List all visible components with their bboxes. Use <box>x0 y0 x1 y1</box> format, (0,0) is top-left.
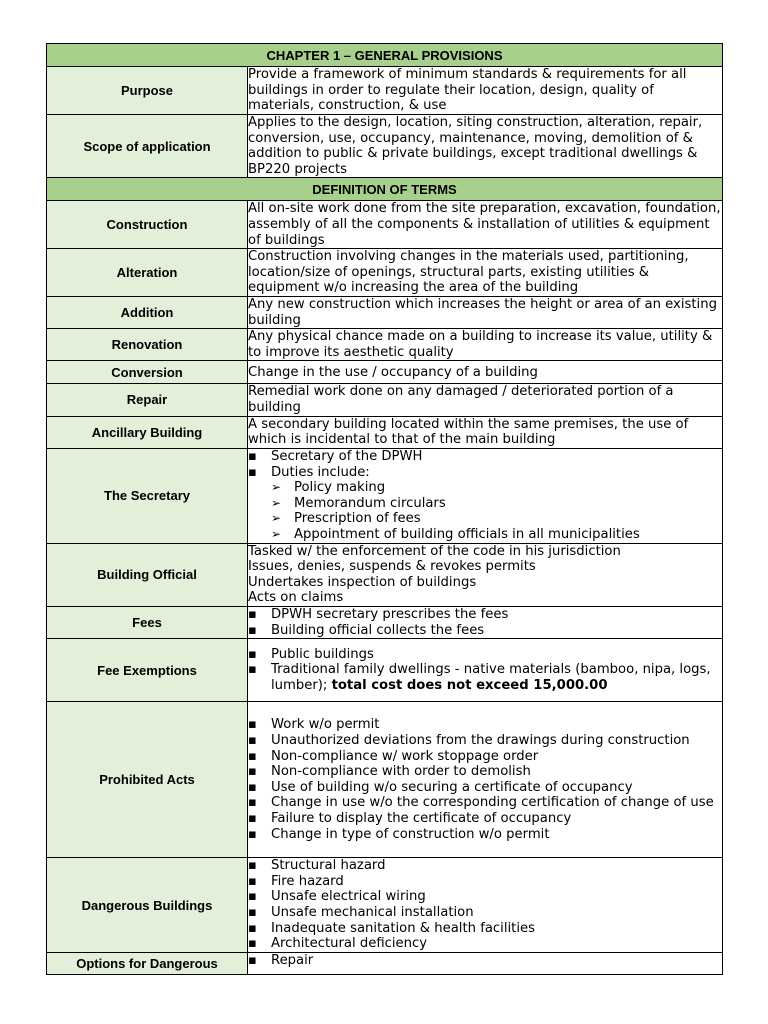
text-line: Tasked w/ the enforcement of the code in his jurisdiction <box>248 543 621 559</box>
list-item: ▪ Non-compliance w/ work stoppage order <box>248 749 722 765</box>
definitions-title: DEFINITION OF TERMS <box>47 178 723 201</box>
term-scope: Scope of application <box>47 115 248 178</box>
list-item: ▪ Unauthorized deviations from the drawings during construction <box>248 733 722 749</box>
text-line: Issues, denies, suspends & revokes permits <box>248 559 536 575</box>
definition-ancillary-building: A secondary building located within the same premises, the use of which is incidental to that of the main building <box>248 416 723 448</box>
list-item: ▪ Non-compliance with order to demolish <box>248 764 722 780</box>
list-item: ▪ Structural hazard <box>248 858 722 874</box>
list-item: ▪ DPWH secretary prescribes the fees <box>248 607 722 623</box>
definition-scope: Applies to the design, location, siting construction, alteration, repair, conversion, use, occupancy, maintenance, moving, demolition of & addition to public & private buildings, except traditional dwellings & BP220 projects <box>248 115 723 178</box>
term-dangerous-buildings: Dangerous Buildings <box>47 858 248 953</box>
definition-purpose: Provide a framework of minimum standards & requirements for all buildings in order to regulate their location, design, quality of materials, construction, & use <box>248 67 723 115</box>
list-item: ➢ Memorandum circulars <box>248 496 722 512</box>
list-item: ▪ Public buildings <box>248 647 722 663</box>
exemption-cost-limit: total cost does not exceed 15,000.00 <box>331 678 608 694</box>
secretary-duties <box>248 480 722 542</box>
table-row <box>47 858 723 953</box>
table-row <box>47 296 723 328</box>
definition-alteration: Construction involving changes in the materials used, partitioning, location/size of openings, structural parts, existing utilities & equipment w/o increasing the area of the building <box>248 249 723 297</box>
definition-building-official <box>248 543 723 606</box>
definition-repair: Remedial work done on any damaged / deteriorated portion of a building <box>248 384 723 416</box>
secretary-bullets <box>248 449 722 480</box>
chapter-title: CHAPTER 1 – GENERAL PROVISIONS <box>47 44 723 67</box>
list-item: ▪ Change in type of construction w/o permit <box>248 827 722 843</box>
options-bullets <box>248 953 722 969</box>
definition-addition: Any new construction which increases the height or area of an existing building <box>248 296 723 328</box>
table-row <box>47 952 723 974</box>
table-row <box>47 607 723 639</box>
list-item: ▪ Fire hazard <box>248 874 722 890</box>
definition-fee-exemptions <box>248 639 723 702</box>
table-row <box>47 543 723 606</box>
list-item: ▪ Work w/o permit <box>248 717 722 733</box>
term-prohibited-acts: Prohibited Acts <box>47 702 248 858</box>
definition-construction: All on-site work done from the site preparation, excavation, foundation, assembly of all the components & installation of utilities & equipment of buildings <box>248 201 721 248</box>
definition-secretary <box>248 448 723 543</box>
table-row <box>47 361 723 384</box>
definition-renovation: Any physical chance made on a building to increase its value, utility & to improve its aesthetic quality <box>248 329 723 361</box>
list-item: ▪ Duties include: <box>248 465 722 481</box>
list-item: ▪ Unsafe electrical wiring <box>248 889 722 905</box>
definition-dangerous-buildings <box>248 858 723 953</box>
list-item: ▪ Use of building w/o securing a certificate of occupancy <box>248 780 722 796</box>
list-item: ▪ Building official collects the fees <box>248 623 722 639</box>
list-item: ▪ Unsafe mechanical installation <box>248 905 722 921</box>
table-row <box>47 448 723 543</box>
term-alteration: Alteration <box>47 249 248 297</box>
table-row <box>47 329 723 361</box>
fees-bullets <box>248 607 722 638</box>
table-row <box>47 201 723 249</box>
list-item: ▪ Architectural deficiency <box>248 936 722 952</box>
term-renovation: Renovation <box>47 329 248 361</box>
table-row <box>47 416 723 448</box>
exemption-text: Traditional family dwellings - native materials (bamboo, nipa, logs, lumber); <box>271 662 711 694</box>
term-building-official: Building Official <box>47 543 248 606</box>
list-item: ➢ Prescription of fees <box>248 511 722 527</box>
table-row <box>47 639 723 702</box>
fee-exemptions-bullets <box>248 647 722 694</box>
definitions-header-row <box>47 178 723 201</box>
list-item: ➢ Policy making <box>248 480 722 496</box>
text-line: Undertakes inspection of buildings <box>248 574 477 590</box>
dangerous-bullets <box>248 858 722 952</box>
list-item: ▪ Inadequate sanitation & health facilities <box>248 921 722 937</box>
term-ancillary-building: Ancillary Building <box>47 416 248 448</box>
table-row <box>47 384 723 416</box>
text-line: Acts on claims <box>248 590 344 606</box>
list-item: ▪ Failure to display the certificate of occupancy <box>248 811 722 827</box>
definition-options-for-dangerous <box>248 952 723 974</box>
term-fee-exemptions: Fee Exemptions <box>47 639 248 702</box>
table-row <box>47 67 723 115</box>
term-fees: Fees <box>47 607 248 639</box>
list-item: ▪ Secretary of the DPWH <box>248 449 722 465</box>
list-item: ▪ Repair <box>248 953 722 969</box>
list-item <box>248 662 722 693</box>
definition-fees <box>248 607 723 639</box>
table-row <box>47 115 723 178</box>
term-conversion: Conversion <box>47 361 248 384</box>
provisions-table <box>46 43 723 975</box>
term-secretary: The Secretary <box>47 448 248 543</box>
definition-prohibited-acts <box>248 702 723 858</box>
term-options-for-dangerous: Options for Dangerous <box>47 952 248 974</box>
list-item: ▪ Change in use w/o the corresponding certification of change of use <box>248 795 722 811</box>
table-row <box>47 702 723 858</box>
term-addition: Addition <box>47 296 248 328</box>
document-page <box>46 43 722 975</box>
prohibited-bullets <box>248 717 722 842</box>
term-repair: Repair <box>47 384 248 416</box>
list-item: ➢ Appointment of building officials in all municipalities <box>248 527 722 543</box>
chapter-header-row <box>47 44 723 67</box>
term-purpose: Purpose <box>47 67 248 115</box>
table-row <box>47 249 723 297</box>
definition-conversion: Change in the use / occupancy of a building <box>248 361 723 384</box>
term-construction: Construction <box>47 201 248 249</box>
